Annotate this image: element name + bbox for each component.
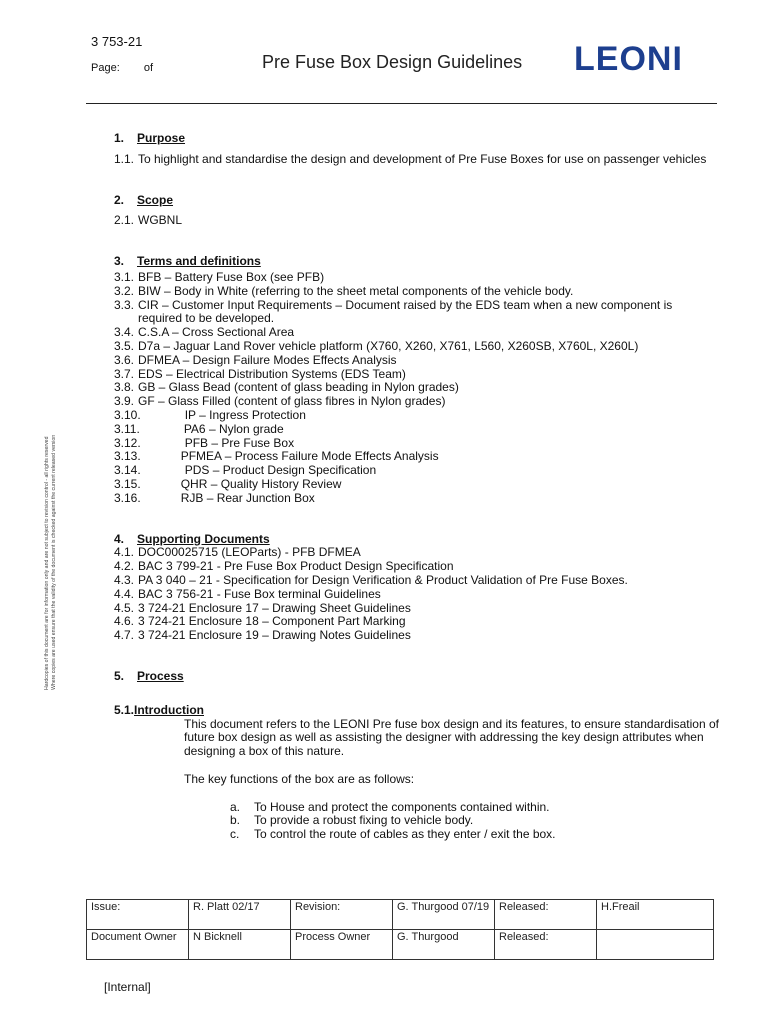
page-label: Page: xyxy=(91,62,120,74)
table-cell: N Bicknell xyxy=(189,930,291,960)
leoni-logo: LEONI xyxy=(574,40,683,78)
table-cell: R. Platt 02/17 xyxy=(189,900,291,930)
list-item: 3.14. PDS – Product Design Specification xyxy=(114,463,377,478)
side-disclaimer xyxy=(44,435,58,690)
list-item: 3.7. EDS – Electrical Distribution Systems (EDS Team) xyxy=(114,366,406,381)
intro-paragraph: This document refers to the LEONI Pre fuse box design and its features, to ensure standardisation of future box design as well as assisting the designer with addressing the key design attributes when designing a box of this nature. xyxy=(184,716,719,759)
table-row xyxy=(87,900,714,930)
list-item: 3.9. GF – Glass Filled (content of glass fibres in Nylon grades) xyxy=(114,394,446,409)
list-item: 3.4. C.S.A – Cross Sectional Area xyxy=(114,325,295,340)
list-item: 4.5. 3 724-21 Enclosure 17 – Drawing Sheet Guidelines xyxy=(114,600,411,615)
list-item: 3.1. BFB – Battery Fuse Box (see PFB) xyxy=(114,269,325,284)
list-item: 4.4. BAC 3 756-21 - Fuse Box terminal Guidelines xyxy=(114,586,381,601)
subsection-heading-introduction: 5.1.Introduction xyxy=(114,702,204,717)
list-item: 1.1. To highlight and standardise the design and development of Pre Fuse Boxes for use on passenger vehicles xyxy=(114,151,707,166)
classification-label: [Internal] xyxy=(104,980,151,994)
list-item: 4.2. BAC 3 799-21 - Pre Fuse Box Product Design Specification xyxy=(114,559,454,574)
list-item: 4.7. 3 724-21 Enclosure 19 – Drawing Notes Guidelines xyxy=(114,628,411,643)
table-cell: G. Thurgood xyxy=(393,930,495,960)
side-disclaimer-line2: Where copies are used ensure that the validity of the document is checked against the current released version xyxy=(51,434,57,690)
list-item: 4.6. 3 724-21 Enclosure 18 – Component Part Marking xyxy=(114,614,406,629)
list-item: 3.15. QHR – Quality History Review xyxy=(114,476,342,491)
list-item: 3.13. PFMEA – Process Failure Mode Effects Analysis xyxy=(114,449,439,464)
table-cell: Revision: xyxy=(291,900,393,930)
table-cell: H.Freail xyxy=(597,900,714,930)
section-heading-scope: 2. Scope xyxy=(114,192,174,207)
table-cell xyxy=(597,930,714,960)
list-item: 3.5. D7a – Jaguar Land Rover vehicle platform (X760, X260, X761, L560, X260SB, X760L, X260L) xyxy=(114,338,639,353)
list-item: 4.3. PA 3 040 – 21 - Specification for Design Verification & Product Validation of Pre Fuse Boxes. xyxy=(114,572,628,587)
list-item: b. To provide a robust fixing to vehicle body. xyxy=(230,813,474,828)
revision-table xyxy=(86,899,714,960)
page-indicator xyxy=(91,62,153,74)
key-functions-paragraph: The key functions of the box are as follows: xyxy=(184,771,415,786)
key-functions-list xyxy=(230,801,719,842)
document-title: Pre Fuse Box Design Guidelines xyxy=(262,52,523,72)
document-body xyxy=(114,132,719,842)
list-item: 2.1. WGBNL xyxy=(114,213,183,228)
table-row xyxy=(87,930,714,960)
list-item: 3.12. PFB – Pre Fuse Box xyxy=(114,435,295,450)
list-item: 3.11. PA6 – Nylon grade xyxy=(114,421,284,436)
document-code: 3 753-21 xyxy=(91,34,143,49)
table-cell: G. Thurgood 07/19 xyxy=(393,900,495,930)
list-item: 3.2. BIW – Body in White (referring to the sheet metal components of the vehicle body. xyxy=(114,283,574,298)
table-cell: Released: xyxy=(495,930,597,960)
of-label: of xyxy=(143,62,154,74)
table-cell: Released: xyxy=(495,900,597,930)
section-heading-purpose: 1. Purpose xyxy=(114,131,186,145)
list-item: 4.1. DOC00025715 (LEOParts) - PFB DFMEA xyxy=(114,545,361,560)
list-item: 3.6. DFMEA – Design Failure Modes Effects Analysis xyxy=(114,352,397,367)
list-item: 3.16. RJB – Rear Junction Box xyxy=(114,490,315,505)
table-cell: Issue: xyxy=(87,900,189,930)
list-item: 3.3. CIR – Customer Input Requirements – Document raised by the EDS team when a new component is required to be developed. xyxy=(114,297,673,326)
table-cell: Document Owner xyxy=(87,930,189,960)
list-item: 3.10. IP – Ingress Protection xyxy=(114,407,306,422)
table-cell: Process Owner xyxy=(291,930,393,960)
list-item: a. To House and protect the components contained within. xyxy=(230,799,550,814)
list-item: 3.8. GB – Glass Bead (content of glass beading in Nylon grades) xyxy=(114,380,459,395)
section-heading-terms: 3. Terms and definitions xyxy=(114,254,261,269)
header-divider xyxy=(86,103,717,104)
side-disclaimer-line1: Hardcopies of this document are for information only and are not subject to revision control - all rights reserved xyxy=(44,436,50,690)
list-item: c. To control the route of cables as they enter / exit the box. xyxy=(230,827,556,842)
section-heading-supporting-documents: 4. Supporting Documents xyxy=(114,531,270,546)
section-heading-process: 5. Process xyxy=(114,668,184,683)
